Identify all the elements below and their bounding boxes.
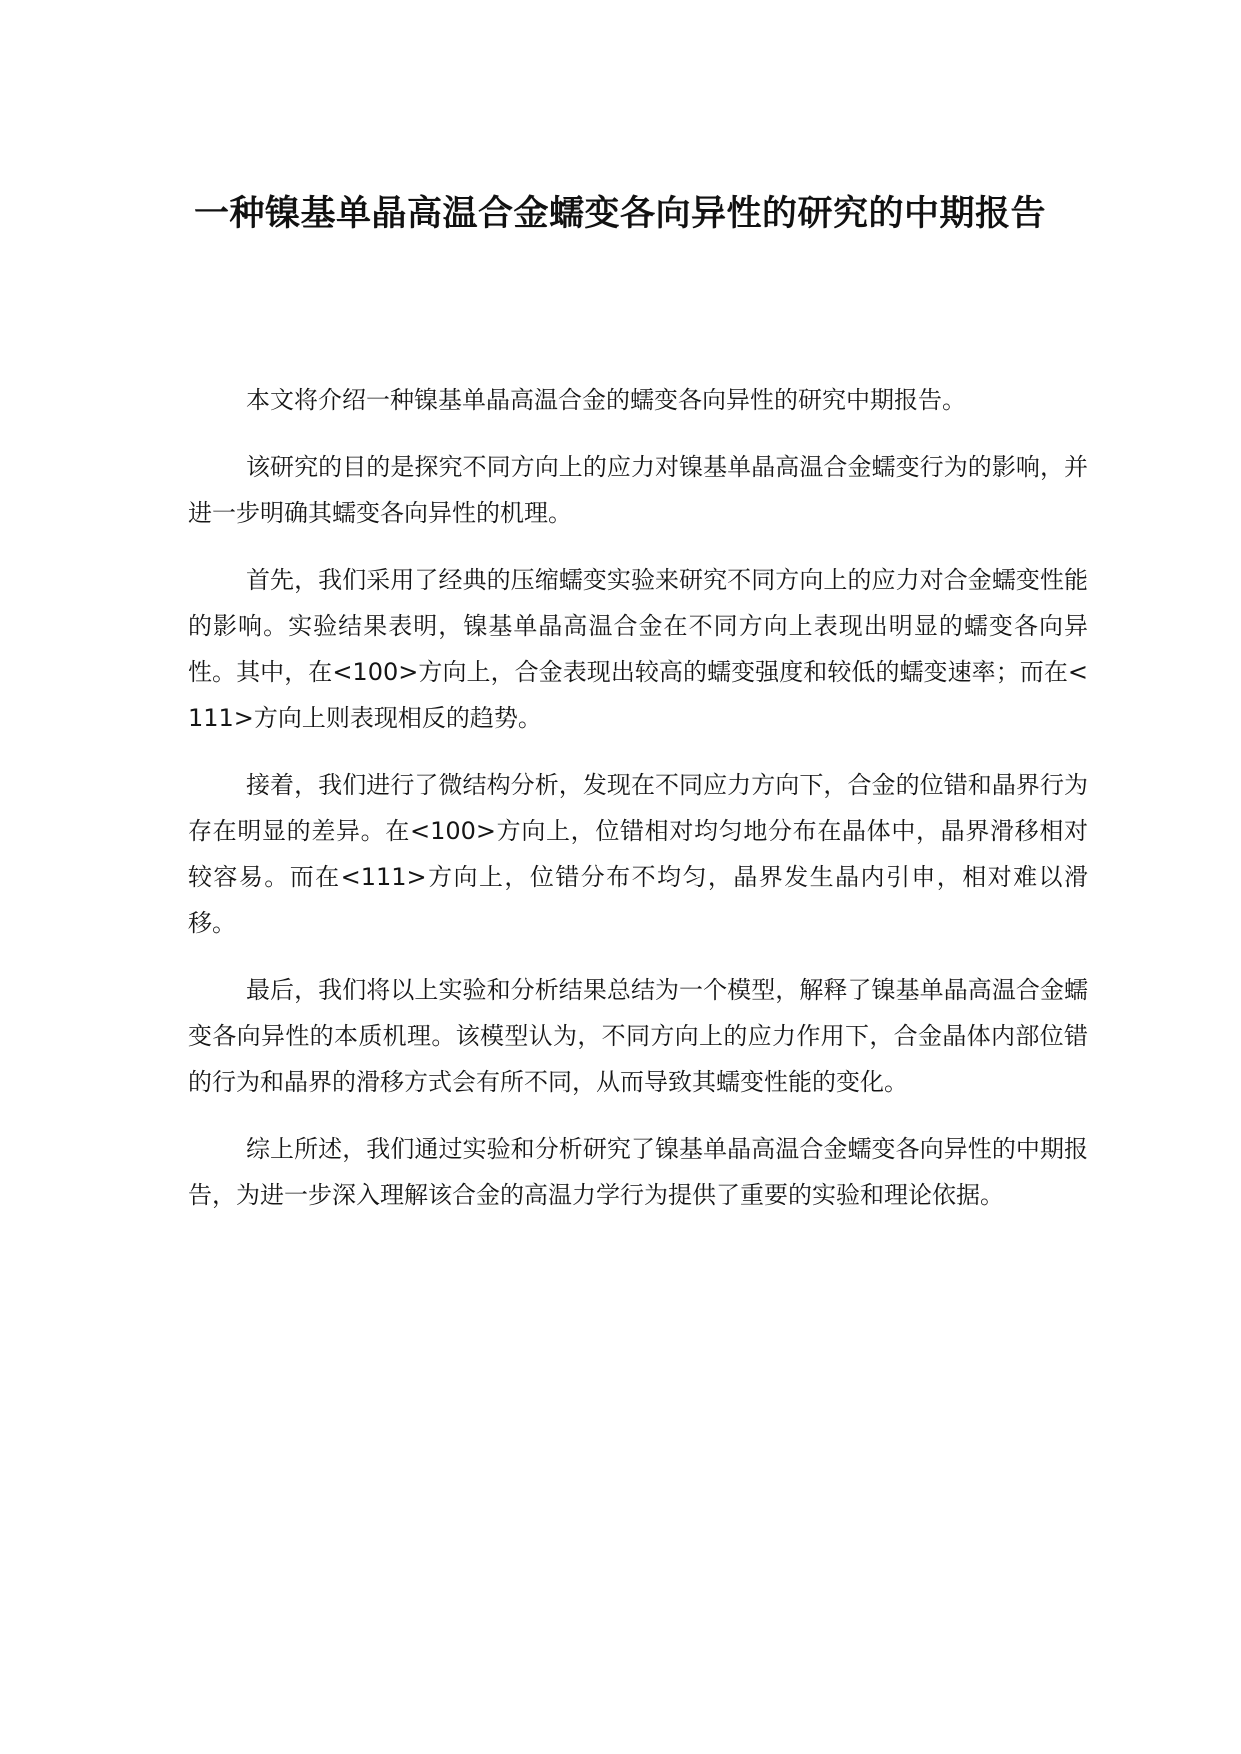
document-body: [188, 377, 1088, 1239]
paragraph-purpose: 该研究的目的是探究不同方向上的应力对镍基单晶高温合金蠕变行为的影响，并进一步明确其蠕变各向异性的机理。: [188, 453, 1088, 527]
paragraph-intro: 本文将介绍一种镍基单晶高温合金的蠕变各向异性的研究中期报告。: [246, 386, 966, 414]
paragraph-experiment: 首先，我们采用了经典的压缩蠕变实验来研究不同方向上的应力对合金蠕变性能的影响。实验结果表明，镍基单晶高温合金在不同方向上表现出明显的蠕变各向异性。其中，在<100>方向上，合金表现出较高的蠕变强度和较低的蠕变速率；而在<111>方向上则表现相反的趋势。: [188, 566, 1088, 732]
paragraph-model: 最后，我们将以上实验和分析结果总结为一个模型，解释了镍基单晶高温合金蠕变各向异性的本质机理。该模型认为，不同方向上的应力作用下，合金晶体内部位错的行为和晶界的滑移方式会有所不同，从而导致其蠕变性能的变化。: [188, 976, 1088, 1096]
document-title: 一种镍基单晶高温合金蠕变各向异性的研究的中期报告: [193, 194, 1046, 234]
paragraph-microstructure: 接着，我们进行了微结构分析，发现在不同应力方向下，合金的位错和晶界行为存在明显的差异。在<100>方向上，位错相对均匀地分布在晶体中，晶界滑移相对较容易。而在<111>方向上，位错分布不均匀，晶界发生晶内引申，相对难以滑移。: [188, 771, 1088, 937]
paragraph-conclusion: 综上所述，我们通过实验和分析研究了镍基单晶高温合金蠕变各向异性的中期报告，为进一步深入理解该合金的高温力学行为提供了重要的实验和理论依据。: [188, 1135, 1088, 1209]
